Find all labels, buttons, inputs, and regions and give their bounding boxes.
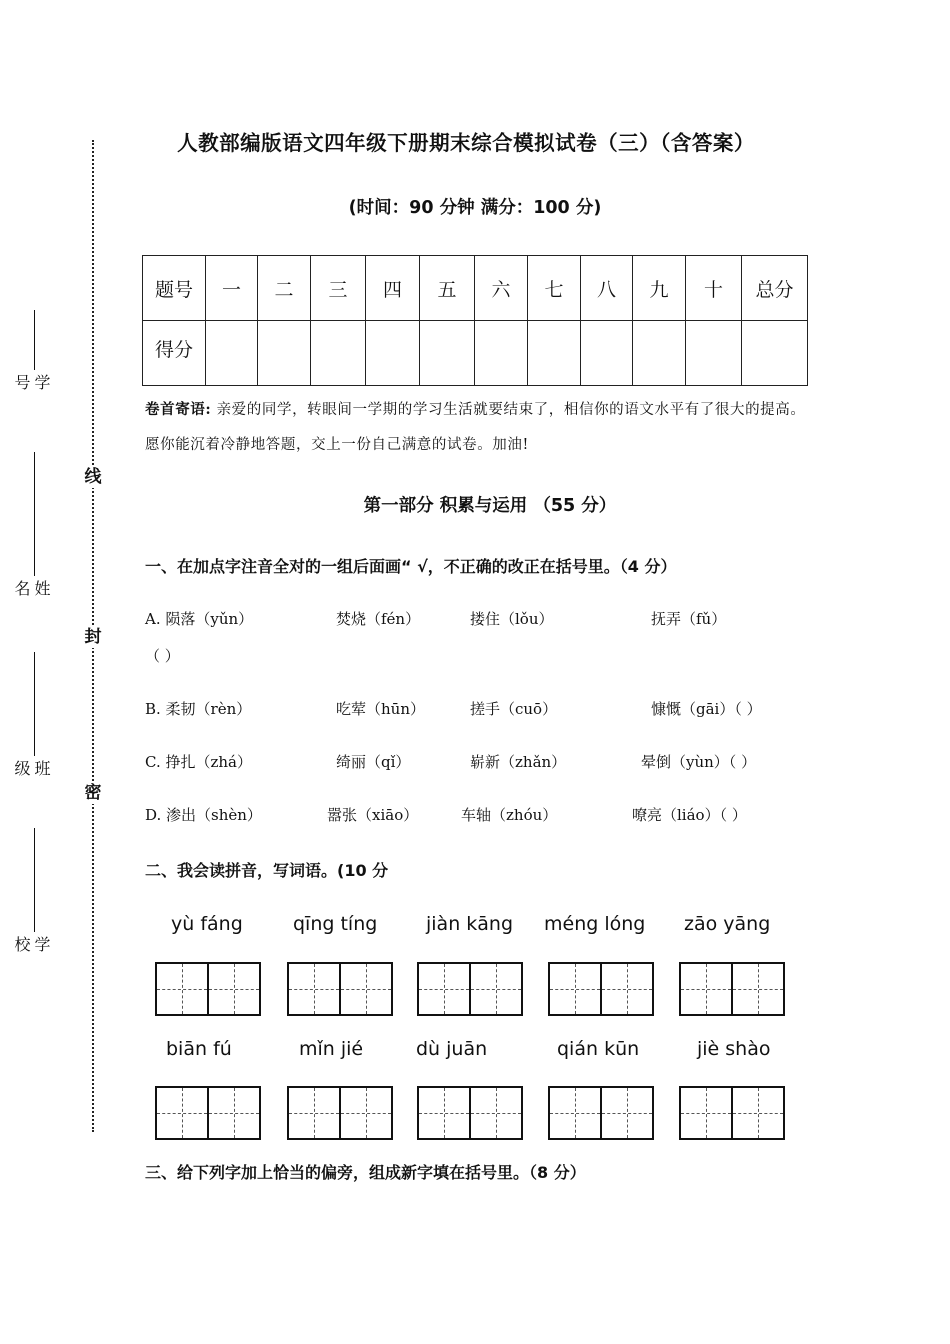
score-input-cell[interactable] bbox=[311, 321, 366, 386]
q3-heading: 三、给下列字加上恰当的偏旁，组成新字填在括号里。（8 分） bbox=[145, 1163, 586, 1182]
writing-grid[interactable] bbox=[679, 962, 785, 1016]
q1-option-a-word1: A. 陨落（yǔn） bbox=[145, 610, 254, 628]
motto-text: 亲爱的同学，转眼间一学期的学习生活就要结束了，相信你的语文水平有了很大的提高。愿你能沉着冷静地答题，交上一份自己满意的试卷。加油! bbox=[145, 402, 806, 453]
pinyin-label: yù fáng bbox=[171, 913, 243, 935]
pinyin-label: qīng tíng bbox=[293, 913, 378, 935]
q1-heading: 一、在加点字注音全对的一组后面画“ √，不正确的改正在括号里。（4 分） bbox=[145, 557, 677, 576]
writing-grid[interactable] bbox=[287, 1086, 393, 1140]
score-table bbox=[142, 255, 808, 386]
pinyin-label: méng lóng bbox=[544, 913, 646, 935]
pinyin-label: dù juān bbox=[416, 1038, 488, 1060]
score-input-cell[interactable] bbox=[581, 321, 633, 386]
score-cell-header: 五 bbox=[420, 256, 475, 321]
score-cell-header: 四 bbox=[366, 256, 420, 321]
pinyin-label: qián kūn bbox=[557, 1038, 640, 1060]
score-cell-label: 得分 bbox=[143, 321, 206, 386]
q1-option-a-answer-blank[interactable]: （ ） bbox=[145, 647, 180, 665]
score-cell-label: 题号 bbox=[143, 256, 206, 321]
score-input-cell[interactable] bbox=[366, 321, 420, 386]
score-input-cell[interactable] bbox=[475, 321, 528, 386]
writing-grid[interactable] bbox=[679, 1086, 785, 1140]
score-cell-header: 总分 bbox=[742, 256, 808, 321]
q1-option-c-word2: 绮丽（qǐ） bbox=[336, 753, 411, 771]
q2-heading: 二、我会读拼音，写词语。(10 分 bbox=[145, 861, 389, 880]
q1-option-c-word3: 崭新（zhǎn） bbox=[470, 753, 567, 771]
score-input-cell[interactable] bbox=[742, 321, 808, 386]
q1-option-d-word2: 嚣张（xiāo） bbox=[327, 806, 419, 824]
q1-option-d-word1: D. 渗出（shèn） bbox=[145, 806, 262, 824]
part1-title: 第一部分 积累与运用 （55 分） bbox=[363, 496, 617, 516]
pinyin-label: mǐn jié bbox=[299, 1038, 364, 1060]
score-input-cell[interactable] bbox=[528, 321, 581, 386]
exam-title: 人教部编版语文四年级下册期末综合模拟试卷（三）（含答案） bbox=[177, 131, 755, 155]
time-score-line: (时间：90 分钟 满分：100 分) bbox=[348, 198, 602, 218]
motto-paragraph bbox=[145, 392, 815, 463]
q1-option-c-word4-with-blank[interactable]: 晕倒（yùn）（ ） bbox=[641, 753, 757, 771]
writing-grid[interactable] bbox=[287, 962, 393, 1016]
score-input-cell[interactable] bbox=[633, 321, 686, 386]
q1-option-a-word2: 焚烧（fén） bbox=[336, 610, 421, 628]
writing-grid[interactable] bbox=[548, 1086, 654, 1140]
writing-grid[interactable] bbox=[417, 962, 523, 1016]
side-field-label: 姓名 bbox=[12, 580, 51, 596]
score-cell-header: 九 bbox=[633, 256, 686, 321]
motto-label: 卷首寄语: bbox=[145, 401, 212, 418]
score-cell-header: 八 bbox=[581, 256, 633, 321]
score-cell-header: 十 bbox=[686, 256, 742, 321]
binding-word-xian: 线 bbox=[82, 466, 104, 488]
writing-grid[interactable] bbox=[417, 1086, 523, 1140]
score-input-cell[interactable] bbox=[686, 321, 742, 386]
binding-word-feng: 封 bbox=[82, 626, 104, 648]
pinyin-label: biān fú bbox=[166, 1038, 232, 1060]
side-field-label: 班级 bbox=[12, 760, 51, 776]
q1-option-b-word4-with-blank[interactable]: 慷慨（gāi）（ ） bbox=[651, 700, 762, 718]
score-table-header-row bbox=[143, 256, 808, 321]
writing-grid[interactable] bbox=[155, 1086, 261, 1140]
score-table-score-row bbox=[143, 321, 808, 386]
q1-option-a-word4: 抚弄（fǔ） bbox=[651, 610, 727, 628]
side-field-label: 学校 bbox=[12, 936, 51, 952]
side-field-label: 学号 bbox=[12, 374, 51, 390]
q1-option-b-word2: 吃荤（hūn） bbox=[336, 700, 425, 718]
pinyin-label: jiè shào bbox=[697, 1038, 771, 1060]
q1-option-c-word1: C. 挣扎（zhá） bbox=[145, 753, 252, 771]
score-cell-header: 三 bbox=[311, 256, 366, 321]
score-cell-header: 二 bbox=[258, 256, 311, 321]
writing-grid[interactable] bbox=[155, 962, 261, 1016]
score-input-cell[interactable] bbox=[420, 321, 475, 386]
pinyin-label: jiàn kāng bbox=[426, 913, 514, 935]
score-cell-header: 一 bbox=[206, 256, 258, 321]
q1-option-d-word3: 车轴（zhóu） bbox=[461, 806, 558, 824]
score-cell-header: 六 bbox=[475, 256, 528, 321]
q1-option-b-word1: B. 柔韧（rèn） bbox=[145, 700, 252, 718]
score-cell-header: 七 bbox=[528, 256, 581, 321]
q1-option-a-word3: 搂住（lǒu） bbox=[470, 610, 554, 628]
score-input-cell[interactable] bbox=[258, 321, 311, 386]
binding-word-mi: 密 bbox=[82, 782, 104, 804]
score-input-cell[interactable] bbox=[206, 321, 258, 386]
q1-option-b-word3: 搓手（cuō） bbox=[470, 700, 558, 718]
pinyin-label: zāo yāng bbox=[684, 913, 771, 935]
writing-grid[interactable] bbox=[548, 962, 654, 1016]
q1-option-d-word4-with-blank[interactable]: 嘹亮（liáo）（ ） bbox=[632, 806, 747, 824]
